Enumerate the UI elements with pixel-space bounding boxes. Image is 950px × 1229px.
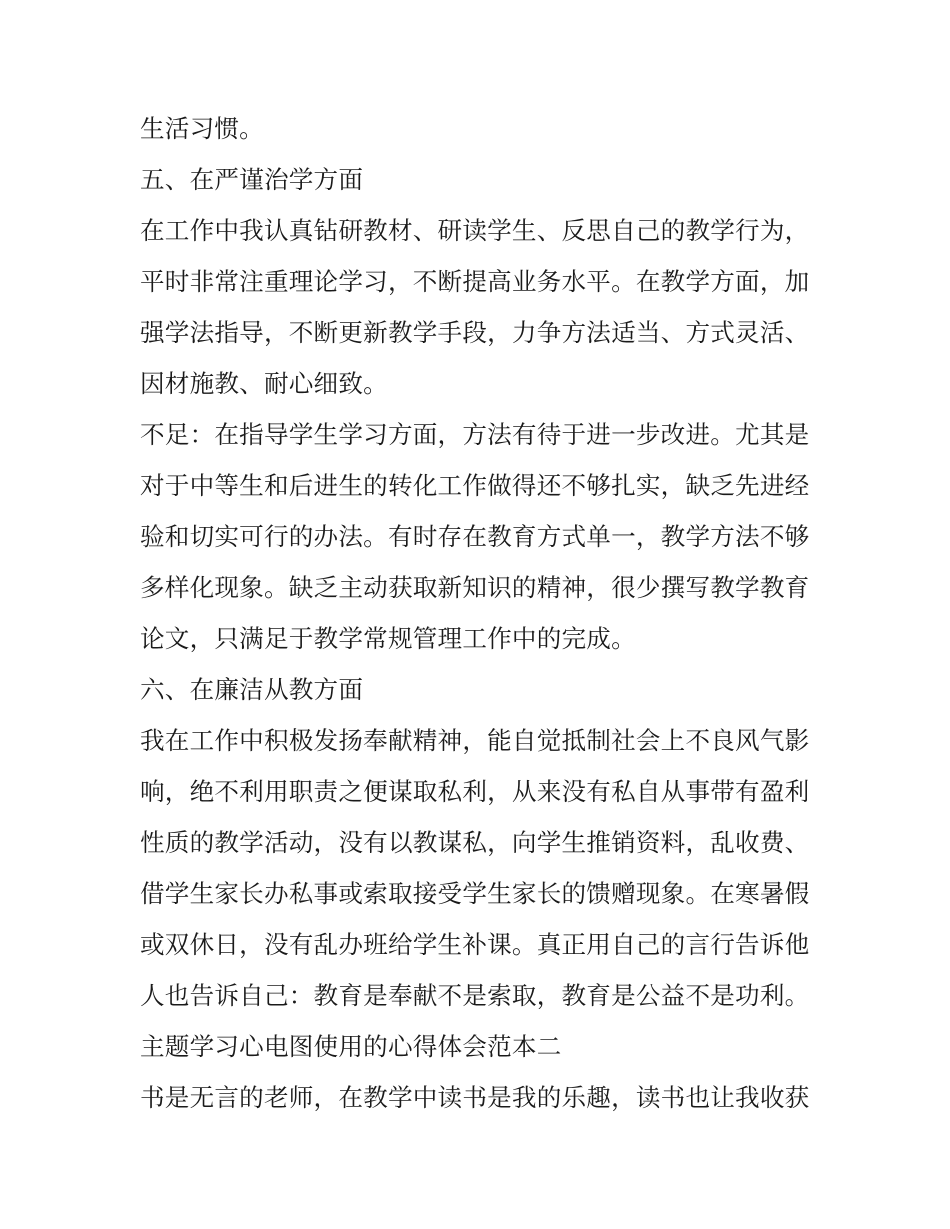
body-text-line: 论文，只满足于教学常规管理工作中的完成。 bbox=[140, 624, 636, 653]
body-text-line: 多样化现象。缺乏主动获取新知识的精神，很少撰写教学教育 bbox=[140, 573, 810, 602]
body-text-line: 平时非常注重理论学习，不断提高业务水平。在教学方面，加 bbox=[140, 267, 810, 296]
section-heading: 五、在严谨治学方面 bbox=[140, 165, 364, 194]
body-text-line: 在工作中我认真钻研教材、研读学生、反思自己的教学行为， bbox=[140, 216, 810, 245]
body-text-line: 对于中等生和后进生的转化工作做得还不够扎实，缺乏先进经 bbox=[140, 471, 810, 500]
body-text-line: 我在工作中积极发扬奉献精神，能自觉抵制社会上不良风气影 bbox=[140, 726, 810, 755]
body-text-line: 生活习惯。 bbox=[140, 114, 264, 143]
body-text-line: 或双休日，没有乱办班给学生补课。真正用自己的言行告诉他 bbox=[140, 930, 810, 959]
section-heading: 六、在廉洁从教方面 bbox=[140, 675, 364, 704]
body-text-line: 因材施教、耐心细致。 bbox=[140, 369, 388, 398]
body-text-line: 性质的教学活动，没有以教谋私，向学生推销资料，乱收费、 bbox=[140, 828, 810, 857]
body-text-line: 人也告诉自己：教育是奉献不是索取，教育是公益不是功利。 bbox=[140, 981, 810, 1010]
body-text-line: 借学生家长办私事或索取接受学生家长的馈赠现象。在寒暑假 bbox=[140, 879, 810, 908]
body-text-line: 验和切实可行的办法。有时存在教育方式单一，教学方法不够 bbox=[140, 522, 810, 551]
section-heading: 主题学习心电图使用的心得体会范本二 bbox=[140, 1032, 562, 1061]
body-text-line: 不足：在指导学生学习方面，方法有待于进一步改进。尤其是 bbox=[140, 420, 810, 449]
body-text-line: 响，绝不利用职责之便谋取私利，从来没有私自从事带有盈利 bbox=[140, 777, 810, 806]
body-text-line: 书是无言的老师，在教学中读书是我的乐趣，读书也让我收获 bbox=[140, 1083, 810, 1112]
body-text-line: 强学法指导，不断更新教学手段，力争方法适当、方式灵活、 bbox=[140, 318, 810, 347]
